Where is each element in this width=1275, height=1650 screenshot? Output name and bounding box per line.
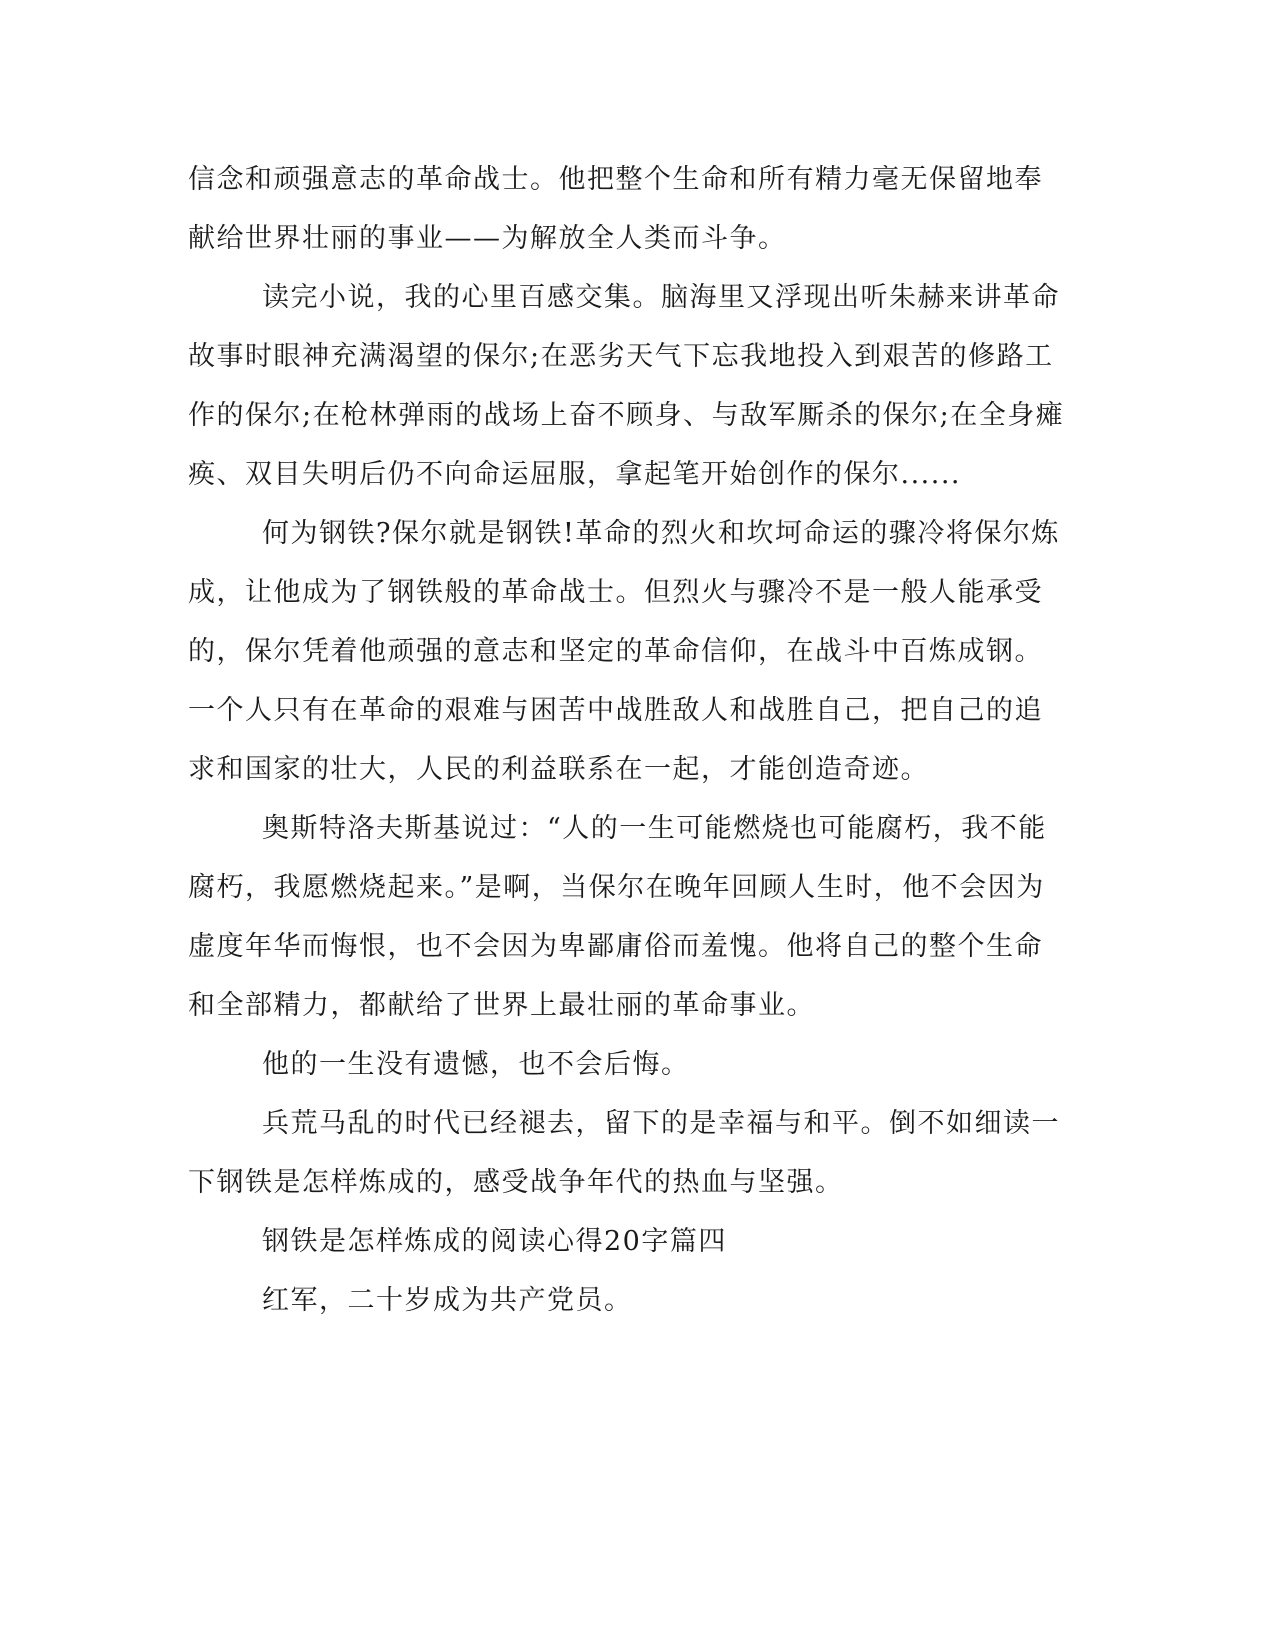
text-line: 虚度年华而悔恨，也不会因为卑鄙庸俗而羞愧。他将自己的整个生命 xyxy=(188,931,1043,962)
paragraph-start-line: 何为钢铁?保尔就是钢铁!革命的烈火和坎坷命运的骤冷将保尔炼 xyxy=(262,518,1060,549)
paragraph-start-line: 奥斯特洛夫斯基说过：“人的一生可能燃烧也可能腐朽，我不能 xyxy=(262,813,1047,844)
text-line: 一个人只有在革命的艰难与困苦中战胜敌人和战胜自己，把自己的追 xyxy=(188,695,1043,726)
paragraph-start-line: 兵荒马乱的时代已经褪去，留下的是幸福与和平。倒不如细读一 xyxy=(262,1108,1060,1139)
paragraph-start-line: 他的一生没有遗憾，也不会后悔。 xyxy=(262,1049,690,1080)
text-line: 作的保尔;在枪林弹雨的战场上奋不顾身、与敌军厮杀的保尔;在全身瘫 xyxy=(188,400,1065,431)
text-line: 和全部精力，都献给了世界上最壮丽的革命事业。 xyxy=(188,990,815,1021)
text-line: 故事时眼神充满渴望的保尔;在恶劣天气下忘我地投入到艰苦的修路工 xyxy=(188,341,1054,372)
text-line: 的，保尔凭着他顽强的意志和坚定的革命信仰，在战斗中百炼成钢。 xyxy=(188,636,1043,667)
text-line: 献给世界壮丽的事业——为解放全人类而斗争。 xyxy=(188,223,787,254)
text-line: 下钢铁是怎样炼成的，感受战争年代的热血与坚强。 xyxy=(188,1167,844,1198)
text-line: 求和国家的壮大，人民的利益联系在一起，才能创造奇迹。 xyxy=(188,754,929,785)
paragraph-start-line: 读完小说，我的心里百感交集。脑海里又浮现出听朱赫来讲革命 xyxy=(262,282,1060,313)
text-line: 信念和顽强意志的革命战士。他把整个生命和所有精力毫无保留地奉 xyxy=(188,164,1043,195)
text-line: 痪、双目失明后仍不向命运屈服，拿起笔开始创作的保尔...... xyxy=(188,459,961,490)
text-line: 成，让他成为了钢铁般的革命战士。但烈火与骤冷不是一般人能承受 xyxy=(188,577,1043,608)
text-line: 腐朽，我愿燃烧起来。”是啊，当保尔在晚年回顾人生时，他不会因为 xyxy=(188,872,1045,903)
section-heading: 钢铁是怎样炼成的阅读心得20字篇四 xyxy=(262,1226,727,1257)
paragraph-start-line: 红军，二十岁成为共产党员。 xyxy=(262,1285,633,1316)
